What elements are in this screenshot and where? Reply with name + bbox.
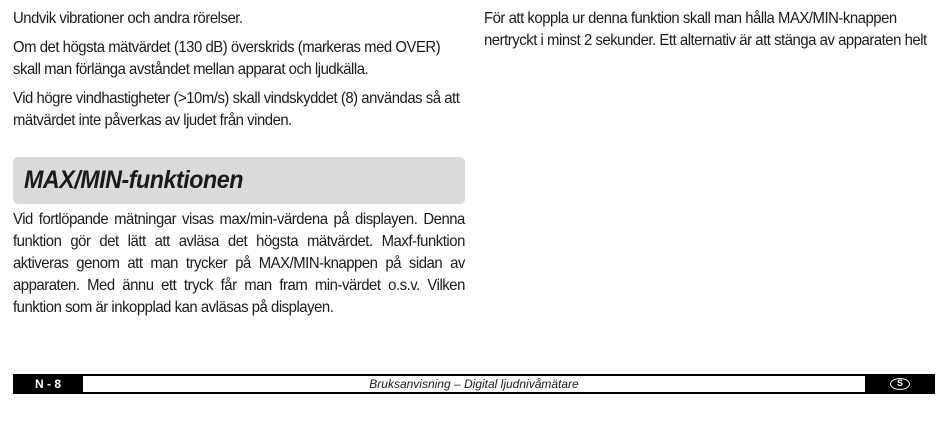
oval-letter-icon: S — [890, 378, 910, 390]
paragraph-maxmin: Vid fortlöpande mätningar visas max/min-värdena på displayen. Denna funktion gör det lätt att avläsa det högsta mätvärdet. Maxf-funktion aktiveras genom att man trycker på MAX/MIN-knappen på sidan av apparaten. Med ännu ett tryck får man fram min-värdet o.s.v. Vilken funktion som är inkopplad kan avläsas på displayen. — [13, 211, 465, 316]
footer-rule-bottom — [83, 392, 865, 394]
paragraph-max-value: Om det högsta mätvärdet (130 dB) överskrids (markeras med OVER) skall man förlänga avståndet mellan apparat och ljudkälla. — [13, 39, 441, 78]
right-column — [484, 8, 939, 52]
language-box — [865, 374, 935, 394]
section-body — [13, 209, 465, 319]
page-number: N - 8 — [13, 374, 83, 394]
section-heading-box — [13, 157, 465, 204]
left-column — [13, 8, 465, 139]
paragraph-wind: Vid högre vindhastigheter (>10m/s) skall vindskyddet (8) användas så att mätvärdet inte påverkas av ljudet från vinden. — [13, 90, 460, 129]
page-footer — [13, 374, 935, 394]
section-heading: MAX/MIN-funktionen — [24, 166, 243, 194]
footer-title: Bruksanvisning – Digital ljudnivåmätare — [369, 377, 579, 391]
paragraph-vibration: Undvik vibrationer och andra rörelser. — [13, 10, 243, 27]
paragraph-disable: För att koppla ur denna funktion skall man hålla MAX/MIN-knappen nertryckt i minst 2 sekunder. Ett alternativ är att stänga av apparaten helt — [484, 10, 927, 49]
